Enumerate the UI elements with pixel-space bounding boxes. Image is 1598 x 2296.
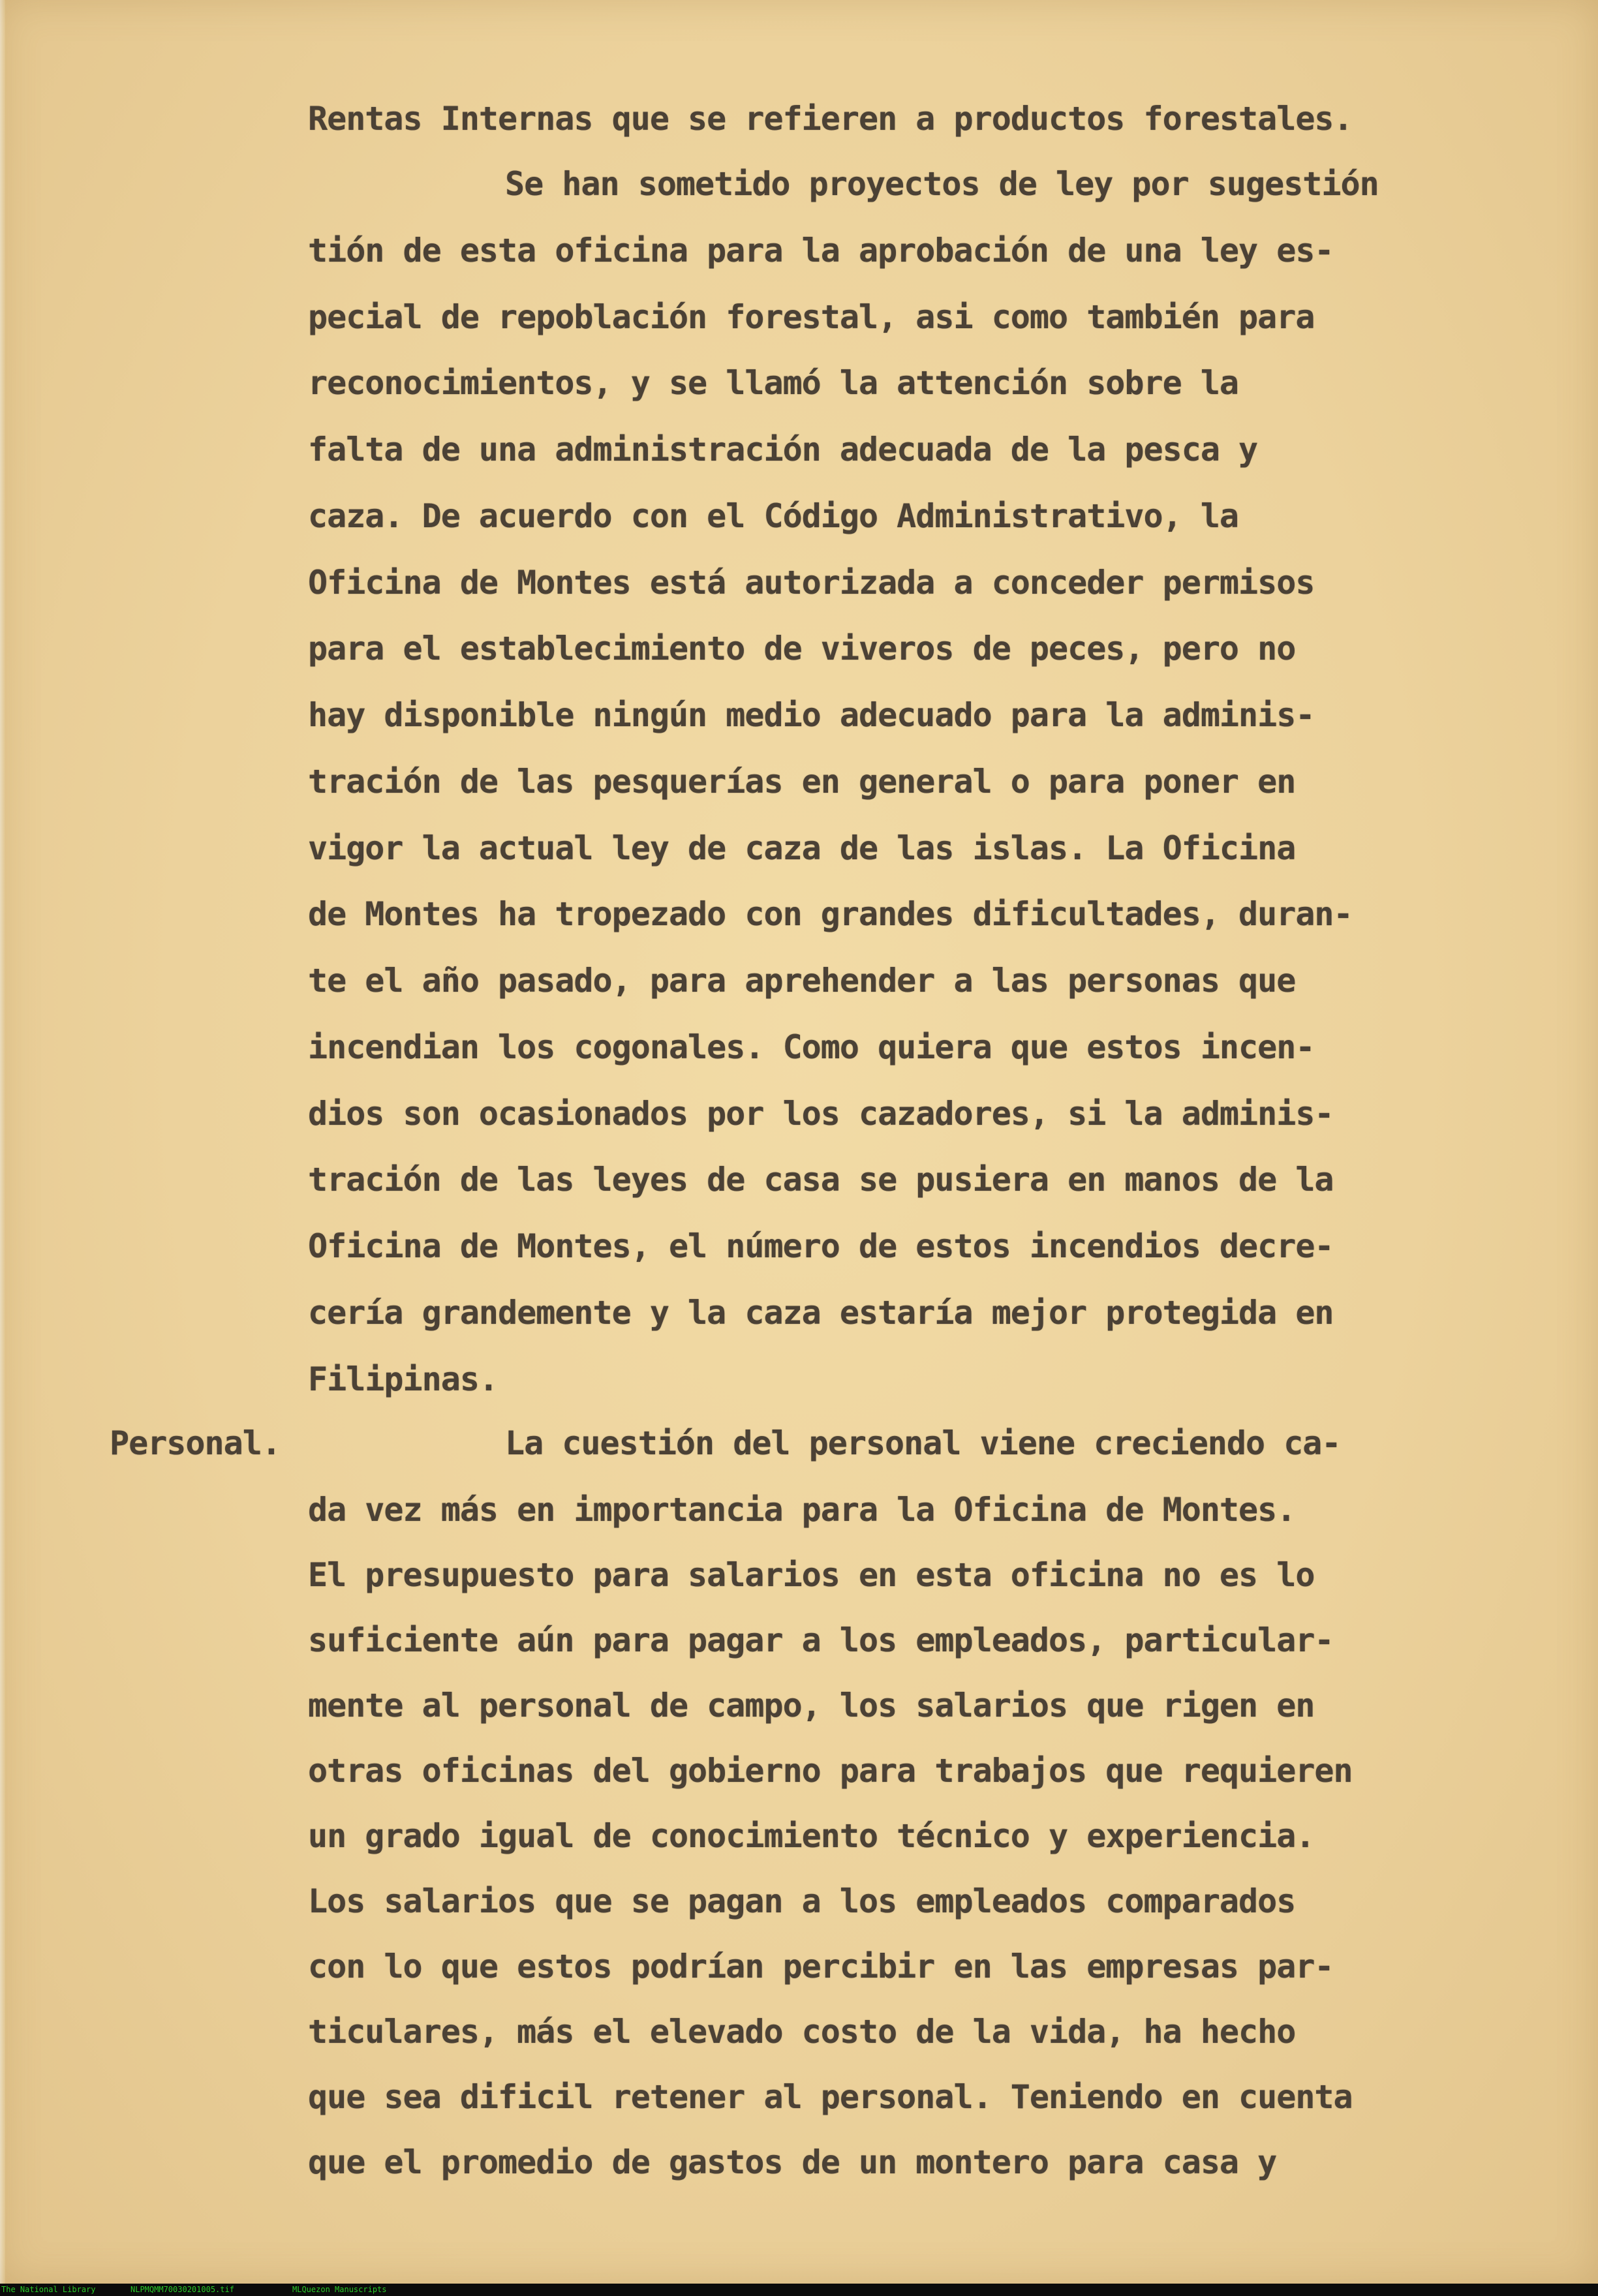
text-line: con lo que estos podrían percibir en las empresas par-	[308, 1948, 1334, 1985]
footer-collection: MLQuezon Manuscripts	[292, 2285, 387, 2294]
text-line: para el establecimiento de viveros de peces, pero no	[308, 630, 1296, 667]
scan-footer-bar	[0, 2284, 1598, 2296]
text-line: tración de las pesquerías en general o para poner en	[308, 763, 1296, 801]
text-line: tración de las leyes de casa se pusiera en manos de la	[308, 1161, 1334, 1199]
text-line: hay disponible ningún medio adecuado para la adminis-	[308, 696, 1315, 734]
text-line: cería grandemente y la caza estaría mejor protegida en	[308, 1294, 1334, 1332]
text-line: Rentas Internas que se refieren a productos forestales.	[308, 100, 1353, 138]
text-line: mente al personal de campo, los salarios que rigen en	[308, 1687, 1315, 1724]
text-line: falta de una administración adecuada de la pesca y	[308, 431, 1258, 468]
text-line: que el promedio de gastos de un montero para casa y	[308, 2143, 1277, 2181]
text-line: El presupuesto para salarios en esta oficina no es lo	[308, 1556, 1315, 1594]
text-line: que sea dificil retener al personal. Teniendo en cuenta	[308, 2078, 1353, 2116]
text-line: de Montes ha tropezado con grandes dificultades, duran-	[308, 895, 1353, 933]
page-crease	[0, 0, 5, 2284]
footer-library: The National Library	[1, 2285, 96, 2294]
text-line: suficiente aún para pagar a los empleados, particular-	[308, 1621, 1334, 1659]
text-line: pecial de repoblación forestal, asi como también para	[308, 298, 1315, 336]
footer-filename: NLPMQMM70030201005.tif	[131, 2285, 234, 2294]
margin-note-personal: Personal.	[110, 1424, 281, 1462]
text-line: tión de esta oficina para la aprobación de una ley es-	[308, 232, 1334, 269]
text-line: te el año pasado, para aprehender a las personas que	[308, 962, 1296, 1000]
text-line: Filipinas.	[308, 1360, 499, 1398]
text-line: ticulares, más el elevado costo de la vida, ha hecho	[308, 2013, 1296, 2051]
text-line: Oficina de Montes, el número de estos incendios decre-	[308, 1227, 1334, 1265]
text-line: da vez más en importancia para la Oficina de Montes.	[308, 1491, 1296, 1529]
text-line: dios son ocasionados por los cazadores, si la adminis-	[308, 1095, 1334, 1133]
text-line: vigor la actual ley de caza de las islas. La Oficina	[308, 829, 1296, 867]
text-line: La cuestión del personal viene creciendo ca-	[505, 1424, 1341, 1462]
text-line: Se han sometido proyectos de ley por sugestión	[505, 165, 1379, 203]
text-line: caza. De acuerdo con el Código Administrativo, la	[308, 497, 1239, 535]
text-line: un grado igual de conocimiento técnico y experiencia.	[308, 1817, 1315, 1855]
text-line: Los salarios que se pagan a los empleados comparados	[308, 1882, 1296, 1920]
text-line: reconocimientos, y se llamó la attención sobre la	[308, 364, 1239, 402]
text-line: Oficina de Montes está autorizada a conceder permisos	[308, 564, 1315, 602]
text-line: incendian los cogonales. Como quiera que estos incen-	[308, 1028, 1315, 1066]
text-line: otras oficinas del gobierno para trabajos que requieren	[308, 1752, 1353, 1790]
